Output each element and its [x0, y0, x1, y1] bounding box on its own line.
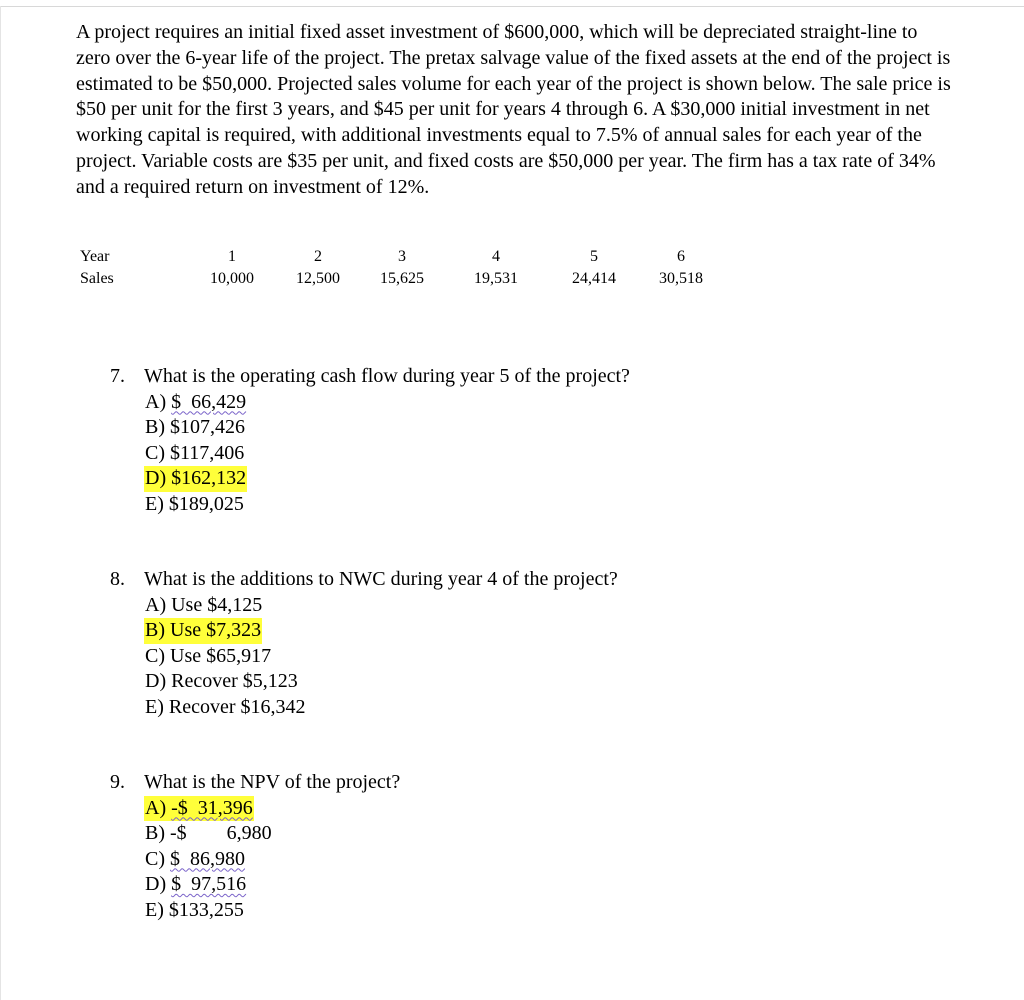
sales-cell: 19,531: [474, 270, 518, 287]
sales-cell: 12,500: [296, 270, 340, 287]
question-number: 7.: [110, 365, 125, 387]
year-cell: 6: [677, 248, 685, 265]
question-number: 8.: [110, 568, 125, 590]
year-cell: 1: [228, 248, 236, 265]
answer-option-e: E) $133,255: [145, 898, 244, 921]
page-top-border: [0, 6, 1024, 7]
answer-option-e: E) Recover $16,342: [145, 695, 306, 718]
question-text: [110, 567, 618, 593]
answer-option-c: C) $117,406: [145, 441, 245, 464]
answer-options: [110, 796, 400, 924]
question-prompt: What is the NPV of the project?: [144, 771, 401, 793]
year-cell: 3: [398, 248, 406, 265]
problem-statement: A project requires an initial fixed asset investment of $600,000, which will be depreciated straight-line to zero over the 6-year life of the project. The pretax salvage value of the fixed assets at the end of the project is estimated to be $50,000. Projected sales volume for each year of the project is shown below. The sale price is $50 per unit for the first 3 years, and $45 per unit for years 4 through 6. A $30,000 initial investment in net working capital is required, with additional investments equal to 7.5% of annual sales for each year of the project. Variable costs are $35 per unit, and fixed costs are $50,000 per year. The firm has a tax rate of 34% and a required return on investment of 12%.: [76, 21, 951, 198]
year-cell: 5: [590, 248, 598, 265]
answer-option-b: B) $107,426: [145, 416, 245, 438]
question-8: [110, 567, 618, 720]
answer-option-d: D) Recover $5,123: [145, 670, 298, 692]
answer-option-d-highlighted: D) $162,132: [144, 466, 630, 492]
answer-option-e: E) $189,025: [145, 492, 244, 515]
question-text: [110, 770, 400, 796]
sales-cell: 15,625: [380, 270, 424, 287]
sales-label: Sales: [80, 270, 114, 287]
question-7: [110, 364, 630, 517]
year-cell: 2: [314, 248, 322, 265]
sales-cell: 10,000: [210, 270, 254, 287]
year-cell: 4: [492, 248, 500, 265]
answer-option-c: C) Use $65,917: [145, 644, 272, 667]
year-label: Year: [80, 248, 110, 265]
answer-option-a: A) Use $4,125: [145, 593, 263, 616]
answer-option-a: A) $ 66,429: [145, 390, 247, 413]
question-9: [110, 770, 400, 923]
answer-option-b-highlighted: B) Use $7,323: [144, 618, 618, 644]
page-left-border: [0, 6, 1, 1000]
answer-option-a-highlighted: A) -$ 31,396: [144, 796, 400, 822]
question-prompt: What is the operating cash flow during year 5 of the project?: [144, 365, 630, 387]
answer-option-b: B) -$ 6,980: [145, 822, 272, 844]
answer-options: [110, 593, 618, 721]
answer-options: [110, 390, 630, 518]
sales-cell: 30,518: [659, 270, 703, 287]
answer-option-c: C) $ 86,980: [145, 847, 245, 870]
sales-cell: 24,414: [572, 270, 616, 287]
question-text: [110, 364, 630, 390]
answer-option-d: D) $ 97,516: [145, 873, 247, 895]
question-number: 9.: [110, 771, 125, 793]
question-prompt: What is the additions to NWC during year 4 of the project?: [144, 568, 618, 590]
